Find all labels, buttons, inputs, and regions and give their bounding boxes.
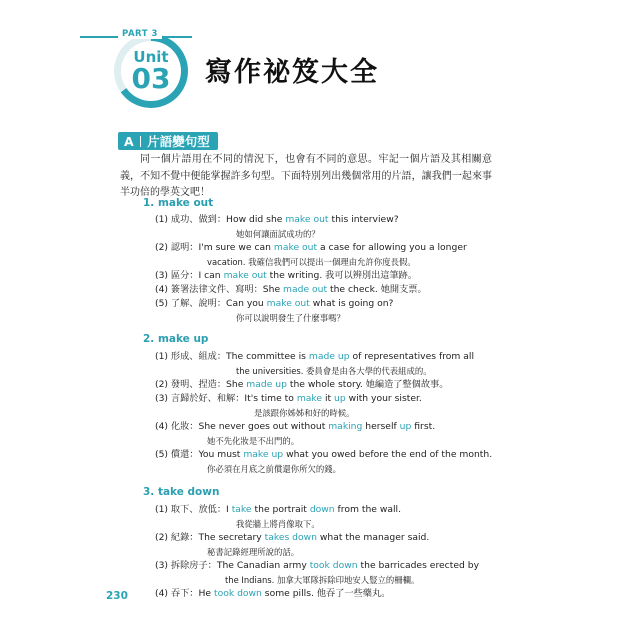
section-divider <box>140 136 142 147</box>
unit-ring-inner <box>121 41 181 101</box>
example-line: (5) 了解、說明：Can you make out what is going on? <box>155 298 394 309</box>
page-number: 230 <box>106 590 128 602</box>
example-line: (1) 成功、做到：How did she make out this interview? <box>155 214 399 225</box>
translation-line: 你必須在月底之前償還你所欠的錢。 <box>207 464 341 474</box>
translation-line: the universities. 委員會是由各大學的代表組成的。 <box>236 366 432 376</box>
unit-ring <box>114 34 188 108</box>
example-line: (1) 取下、放低：I take the portrait down from the wall. <box>155 504 402 515</box>
translation-line: 我從牆上將肖像取下。 <box>236 519 320 529</box>
example-line: (3) 拆除房子：The Canadian army took down the barricades erected by <box>155 560 480 571</box>
phrase-heading: 2. make up <box>143 333 209 345</box>
translation-line: 秘書記錄經理所說的話。 <box>207 547 300 557</box>
translation-line: 她如何讓面試成功的？ <box>236 229 320 239</box>
section-letter: A <box>124 133 134 149</box>
translation-line: 你可以說明發生了什麼事嗎？ <box>236 313 345 323</box>
intro-paragraph: 同一個片語用在不同的情況下，也會有不同的意思。牢記一個片語及其相關意義，不知不覺中便能掌握許多句型。下面特別列出幾個常用的片語，讓我們一起來事半功倍的學英文吧！ <box>120 154 492 198</box>
unit-number: 03 <box>131 62 171 95</box>
example-line: (4) 簽署法律文件、寫明：She made out the check. 她開支票。 <box>155 284 427 295</box>
unit-word: Unit <box>133 48 169 66</box>
translation-line: 是該跟你姊姊和好的時候。 <box>254 408 355 418</box>
page-title: 寫作祕笈大全 <box>205 57 379 88</box>
translation-line: vacation. 我確信我們可以提出一個理由允許你度長假。 <box>207 257 416 267</box>
example-line: (3) 言歸於好、和解：It's time to make it up with your sister. <box>155 393 422 404</box>
example-line: (4) 化妝：She never goes out without making herself up first. <box>155 421 436 432</box>
section-badge <box>118 132 218 150</box>
example-line: (5) 償還：You must make up what you owed before the end of the month. <box>155 449 493 460</box>
phrase-heading: 3. take down <box>143 486 220 498</box>
translation-line: the Indians. 加拿大軍隊拆除印地安人豎立的柵欄。 <box>225 575 420 585</box>
example-line: (2) 紀錄：The secretary takes down what the manager said. <box>155 532 430 543</box>
example-line: (4) 吞下：He took down some pills. 他吞了一些藥丸。 <box>155 588 391 599</box>
example-line: (2) 發明、捏造：She made up the whole story. 她編造了整個故事。 <box>155 379 449 390</box>
part-label: PART 3 <box>118 29 162 39</box>
example-line: (1) 形成、組成：The committee is made up of representatives from all <box>155 351 474 362</box>
translation-line: 她不先化妝是不出門的。 <box>207 436 300 446</box>
example-line: (3) 區分：I can make out the writing. 我可以辨別出這筆跡。 <box>155 270 418 281</box>
phrase-heading: 1. make out <box>143 197 214 209</box>
section-title: 片語變句型 <box>147 134 210 149</box>
example-line: (2) 認明：I'm sure we can make out a case for allowing you a longer <box>155 242 467 253</box>
